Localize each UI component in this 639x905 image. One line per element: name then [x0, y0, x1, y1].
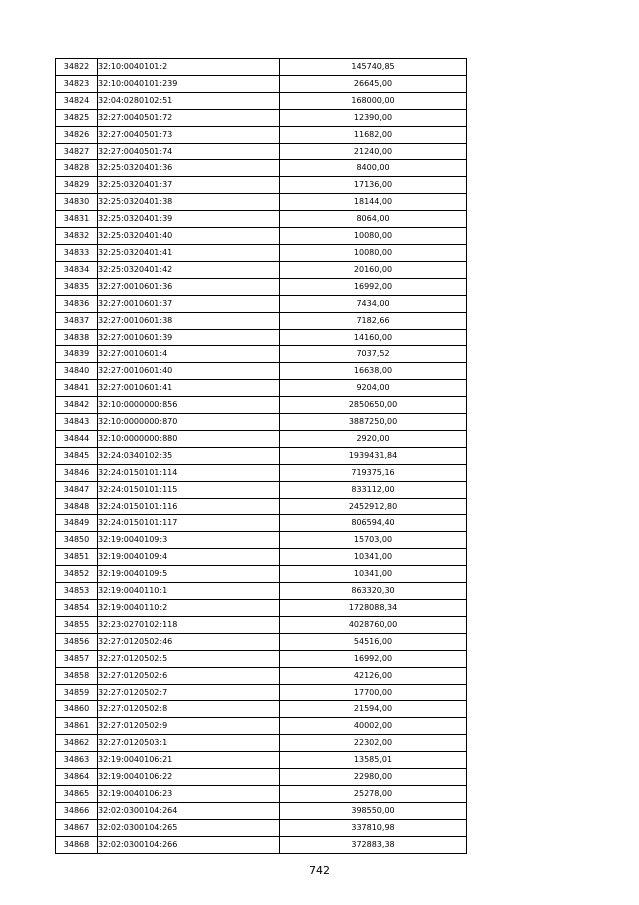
table-row [56, 498, 467, 515]
row-number-cell: 34834 [56, 261, 98, 278]
value-cell: 25278,00 [280, 785, 467, 802]
value-cell: 2850650,00 [280, 397, 467, 414]
cadastral-number-cell: 32:10:0040101:239 [98, 75, 280, 92]
row-number-cell: 34853 [56, 583, 98, 600]
table-row [56, 228, 467, 245]
value-cell: 42126,00 [280, 667, 467, 684]
row-number-cell: 34847 [56, 481, 98, 498]
row-number-cell: 34858 [56, 667, 98, 684]
row-number-cell: 34857 [56, 650, 98, 667]
cadastral-number-cell: 32:27:0120502:5 [98, 650, 280, 667]
cadastral-number-cell: 32:23:0270102:118 [98, 616, 280, 633]
value-cell: 1728088,34 [280, 600, 467, 617]
row-number-cell: 34862 [56, 735, 98, 752]
cadastral-number-cell: 32:19:0040106:21 [98, 752, 280, 769]
value-cell: 863320,30 [280, 583, 467, 600]
value-cell: 16992,00 [280, 650, 467, 667]
value-cell: 21240,00 [280, 143, 467, 160]
row-number-cell: 34837 [56, 312, 98, 329]
cadastral-number-cell: 32:27:0120502:46 [98, 633, 280, 650]
table-row [56, 414, 467, 431]
row-number-cell: 34859 [56, 684, 98, 701]
table-row [56, 430, 467, 447]
table-row [56, 566, 467, 583]
row-number-cell: 34864 [56, 769, 98, 786]
table-row [56, 600, 467, 617]
table-row [56, 211, 467, 228]
row-number-cell: 34856 [56, 633, 98, 650]
table-row [56, 802, 467, 819]
cadastral-number-cell: 32:25:0320401:41 [98, 244, 280, 261]
table-row [56, 329, 467, 346]
cadastral-number-cell: 32:27:0040501:72 [98, 109, 280, 126]
row-number-cell: 34823 [56, 75, 98, 92]
row-number-cell: 34867 [56, 819, 98, 836]
value-cell: 40002,00 [280, 718, 467, 735]
cadastral-number-cell: 32:27:0040501:73 [98, 126, 280, 143]
table-row [56, 75, 467, 92]
table-row [56, 363, 467, 380]
table-row [56, 126, 467, 143]
table-row [56, 295, 467, 312]
value-cell: 833112,00 [280, 481, 467, 498]
row-number-cell: 34860 [56, 701, 98, 718]
data-table-container [55, 58, 466, 854]
cadastral-number-cell: 32:27:0010601:41 [98, 380, 280, 397]
row-number-cell: 34841 [56, 380, 98, 397]
cadastral-number-cell: 32:02:0300104:264 [98, 802, 280, 819]
value-cell: 22302,00 [280, 735, 467, 752]
cadastral-number-cell: 32:10:0040101:2 [98, 59, 280, 76]
row-number-cell: 34825 [56, 109, 98, 126]
table-row [56, 346, 467, 363]
table-row [56, 380, 467, 397]
table-row [56, 312, 467, 329]
table-row [56, 109, 467, 126]
cadastral-number-cell: 32:27:0120502:6 [98, 667, 280, 684]
row-number-cell: 34848 [56, 498, 98, 515]
row-number-cell: 34868 [56, 836, 98, 853]
table-row [56, 836, 467, 853]
table-row [56, 59, 467, 76]
table-row [56, 177, 467, 194]
value-cell: 18144,00 [280, 194, 467, 211]
table-row [56, 701, 467, 718]
value-cell: 2452912,80 [280, 498, 467, 515]
value-cell: 7037,52 [280, 346, 467, 363]
table-row [56, 667, 467, 684]
table-row [56, 718, 467, 735]
cadastral-number-cell: 32:27:0120502:7 [98, 684, 280, 701]
row-number-cell: 34861 [56, 718, 98, 735]
value-cell: 145740,85 [280, 59, 467, 76]
cadastral-number-cell: 32:25:0320401:39 [98, 211, 280, 228]
value-cell: 10341,00 [280, 566, 467, 583]
table-row [56, 735, 467, 752]
cadastral-number-cell: 32:24:0150101:117 [98, 515, 280, 532]
cadastral-number-cell: 32:25:0320401:36 [98, 160, 280, 177]
cadastral-number-cell: 32:19:0040106:23 [98, 785, 280, 802]
cadastral-number-cell: 32:27:0120502:9 [98, 718, 280, 735]
cadastral-number-cell: 32:27:0010601:39 [98, 329, 280, 346]
table-row [56, 278, 467, 295]
cadastral-number-cell: 32:24:0150101:114 [98, 464, 280, 481]
cadastral-number-cell: 32:19:0040110:2 [98, 600, 280, 617]
row-number-cell: 34846 [56, 464, 98, 481]
row-number-cell: 34831 [56, 211, 98, 228]
cadastral-number-cell: 32:10:0000000:870 [98, 414, 280, 431]
row-number-cell: 34865 [56, 785, 98, 802]
value-cell: 16638,00 [280, 363, 467, 380]
table-row [56, 397, 467, 414]
table-row [56, 532, 467, 549]
cadastral-number-cell: 32:24:0340102:35 [98, 447, 280, 464]
value-cell: 11682,00 [280, 126, 467, 143]
row-number-cell: 34845 [56, 447, 98, 464]
row-number-cell: 34828 [56, 160, 98, 177]
value-cell: 4028760,00 [280, 616, 467, 633]
row-number-cell: 34842 [56, 397, 98, 414]
cadastral-number-cell: 32:27:0010601:37 [98, 295, 280, 312]
table-row [56, 481, 467, 498]
value-cell: 10080,00 [280, 244, 467, 261]
table-row [56, 261, 467, 278]
row-number-cell: 34840 [56, 363, 98, 380]
row-number-cell: 34833 [56, 244, 98, 261]
value-cell: 8064,00 [280, 211, 467, 228]
table-row [56, 549, 467, 566]
table-row [56, 769, 467, 786]
cadastral-number-cell: 32:24:0150101:115 [98, 481, 280, 498]
table-row [56, 583, 467, 600]
row-number-cell: 34832 [56, 228, 98, 245]
cadastral-number-cell: 32:25:0320401:37 [98, 177, 280, 194]
row-number-cell: 34824 [56, 92, 98, 109]
cadastral-number-cell: 32:27:0120502:8 [98, 701, 280, 718]
cadastral-number-cell: 32:02:0300104:266 [98, 836, 280, 853]
value-cell: 2920,00 [280, 430, 467, 447]
page-number: 742 [309, 864, 330, 877]
row-number-cell: 34829 [56, 177, 98, 194]
table-row [56, 447, 467, 464]
row-number-cell: 34826 [56, 126, 98, 143]
table-row [56, 633, 467, 650]
value-cell: 54516,00 [280, 633, 467, 650]
cadastral-number-cell: 32:04:0280102:51 [98, 92, 280, 109]
value-cell: 17136,00 [280, 177, 467, 194]
table-row [56, 684, 467, 701]
cadastral-number-cell: 32:25:0320401:38 [98, 194, 280, 211]
cadastral-number-cell: 32:27:0010601:40 [98, 363, 280, 380]
value-cell: 398550,00 [280, 802, 467, 819]
cadastral-number-cell: 32:27:0010601:36 [98, 278, 280, 295]
cadastral-number-cell: 32:10:0000000:880 [98, 430, 280, 447]
value-cell: 337810,98 [280, 819, 467, 836]
value-cell: 372883,38 [280, 836, 467, 853]
row-number-cell: 34850 [56, 532, 98, 549]
value-cell: 8400,00 [280, 160, 467, 177]
data-table-body [56, 59, 467, 854]
row-number-cell: 34849 [56, 515, 98, 532]
row-number-cell: 34863 [56, 752, 98, 769]
cadastral-number-cell: 32:27:0120503:1 [98, 735, 280, 752]
row-number-cell: 34855 [56, 616, 98, 633]
cadastral-number-cell: 32:25:0320401:40 [98, 228, 280, 245]
cadastral-number-cell: 32:25:0320401:42 [98, 261, 280, 278]
value-cell: 9204,00 [280, 380, 467, 397]
row-number-cell: 34854 [56, 600, 98, 617]
data-table [55, 58, 467, 854]
cadastral-number-cell: 32:19:0040109:4 [98, 549, 280, 566]
table-row [56, 464, 467, 481]
value-cell: 1939431,84 [280, 447, 467, 464]
value-cell: 10341,00 [280, 549, 467, 566]
table-row [56, 752, 467, 769]
row-number-cell: 34851 [56, 549, 98, 566]
row-number-cell: 34866 [56, 802, 98, 819]
table-row [56, 650, 467, 667]
row-number-cell: 34839 [56, 346, 98, 363]
value-cell: 17700,00 [280, 684, 467, 701]
value-cell: 16992,00 [280, 278, 467, 295]
row-number-cell: 34822 [56, 59, 98, 76]
table-row [56, 819, 467, 836]
value-cell: 168000,00 [280, 92, 467, 109]
cadastral-number-cell: 32:19:0040106:22 [98, 769, 280, 786]
value-cell: 7434,00 [280, 295, 467, 312]
cadastral-number-cell: 32:10:0000000:856 [98, 397, 280, 414]
cadastral-number-cell: 32:19:0040110:1 [98, 583, 280, 600]
table-row [56, 92, 467, 109]
value-cell: 7182,66 [280, 312, 467, 329]
value-cell: 12390,00 [280, 109, 467, 126]
cadastral-number-cell: 32:27:0010601:4 [98, 346, 280, 363]
value-cell: 14160,00 [280, 329, 467, 346]
value-cell: 806594,40 [280, 515, 467, 532]
cadastral-number-cell: 32:24:0150101:116 [98, 498, 280, 515]
cadastral-number-cell: 32:27:0040501:74 [98, 143, 280, 160]
cadastral-number-cell: 32:19:0040109:3 [98, 532, 280, 549]
value-cell: 13585,01 [280, 752, 467, 769]
value-cell: 26645,00 [280, 75, 467, 92]
cadastral-number-cell: 32:02:0300104:265 [98, 819, 280, 836]
row-number-cell: 34827 [56, 143, 98, 160]
table-row [56, 616, 467, 633]
value-cell: 20160,00 [280, 261, 467, 278]
table-row [56, 515, 467, 532]
table-row [56, 244, 467, 261]
value-cell: 3887250,00 [280, 414, 467, 431]
row-number-cell: 34836 [56, 295, 98, 312]
value-cell: 15703,00 [280, 532, 467, 549]
table-row [56, 785, 467, 802]
value-cell: 719375,16 [280, 464, 467, 481]
cadastral-number-cell: 32:27:0010601:38 [98, 312, 280, 329]
table-row [56, 194, 467, 211]
cadastral-number-cell: 32:19:0040109:5 [98, 566, 280, 583]
row-number-cell: 34838 [56, 329, 98, 346]
row-number-cell: 34835 [56, 278, 98, 295]
table-row [56, 143, 467, 160]
row-number-cell: 34830 [56, 194, 98, 211]
row-number-cell: 34843 [56, 414, 98, 431]
value-cell: 21594,00 [280, 701, 467, 718]
row-number-cell: 34852 [56, 566, 98, 583]
value-cell: 22980,00 [280, 769, 467, 786]
row-number-cell: 34844 [56, 430, 98, 447]
value-cell: 10080,00 [280, 228, 467, 245]
table-row [56, 160, 467, 177]
